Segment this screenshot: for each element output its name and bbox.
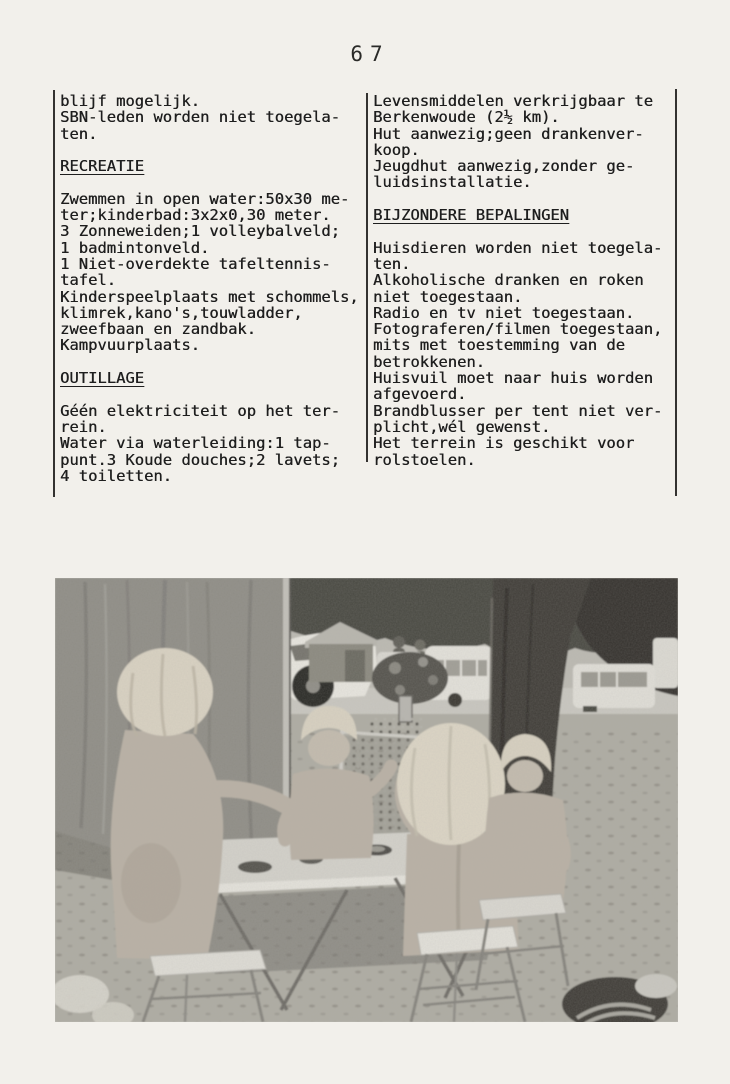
text-line: 3 Zonneweiden;1 volleybalveld; <box>60 222 340 241</box>
photo-grain <box>55 578 678 1022</box>
text-column-left <box>60 93 362 484</box>
text-line: Alkoholische dranken en roken <box>373 271 644 290</box>
text-line: Kinderspeelplaats met schommels, <box>60 287 359 306</box>
text-line: Huisvuil moet naar huis worden <box>373 369 653 388</box>
text-line: Water via waterleiding:1 tap- <box>60 434 331 453</box>
text-line: ter;kinderbad:3x2x0,30 meter. <box>60 206 331 225</box>
campsite-photo <box>55 578 678 1022</box>
text-line: Huisdieren worden niet toegela- <box>373 238 663 257</box>
page-number: 67 <box>350 42 390 66</box>
text-line: blijf mogelijk. <box>60 92 200 110</box>
text-line: Kampvuurplaats. <box>60 336 200 355</box>
text-line: niet toegestaan. <box>373 287 523 306</box>
text-line: klimrek,kano's,touwladder, <box>60 303 303 322</box>
text-line: Géén elektriciteit op het ter- <box>60 401 340 420</box>
text-line: tafel. <box>60 271 116 290</box>
section-heading: RECREATIE <box>60 157 144 176</box>
text-line: Fotograferen/filmen toegestaan, <box>373 320 663 339</box>
text-line: ten. <box>60 124 98 143</box>
text-line: SBN-leden worden niet toegela- <box>60 108 340 127</box>
text-line: afgevoerd. <box>373 385 467 404</box>
text-column-right <box>373 93 675 468</box>
column-rule-right <box>675 89 677 496</box>
text-line: 4 toiletten. <box>60 466 172 485</box>
text-line: Zwemmen in open water:50x30 me- <box>60 189 350 208</box>
text-line: betrokkenen. <box>373 352 485 371</box>
text-line: plicht,wél gewenst. <box>373 417 551 436</box>
text-line: Hut aanwezig;geen drankenver- <box>373 124 644 143</box>
text-line: luidsinstallatie. <box>373 173 532 192</box>
text-line: koop. <box>373 140 420 159</box>
text-line: Levensmiddelen verkrijgbaar te <box>373 92 653 110</box>
text-line: zweefbaan en zandbak. <box>60 320 256 339</box>
text-line: rein. <box>60 417 107 436</box>
text-line: 1 Niet-overdekte tafeltennis- <box>60 254 331 273</box>
column-rule-middle <box>366 93 368 462</box>
column-rule-left <box>53 90 55 497</box>
text-line: Jeugdhut aanwezig,zonder ge- <box>373 157 635 176</box>
text-line: Brandblusser per tent niet ver- <box>373 401 663 420</box>
text-line: Berkenwoude (2½ km). <box>373 108 560 127</box>
text-line: Radio en tv niet toegestaan. <box>373 303 635 322</box>
text-line: mits met toestemming van de <box>373 336 625 355</box>
section-heading: OUTILLAGE <box>60 369 144 388</box>
section-heading: BIJZONDERE BEPALINGEN <box>373 206 569 225</box>
text-line: 1 badmintonveld. <box>60 238 210 257</box>
text-line: ten. <box>373 254 411 273</box>
text-line: Het terrein is geschikt voor <box>373 434 635 453</box>
text-line: rolstoelen. <box>373 450 476 469</box>
campsite-photo-art <box>55 578 678 1022</box>
text-line: punt.3 Koude douches;2 lavets; <box>60 450 340 469</box>
